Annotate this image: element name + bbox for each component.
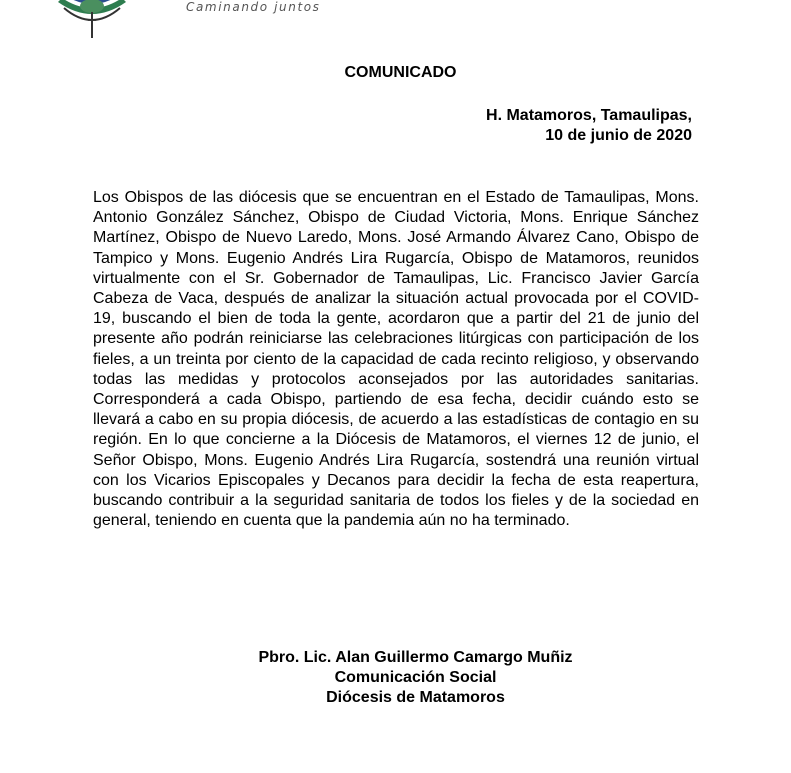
document-title-text: COMUNICADO [344, 64, 457, 81]
document-place: H. Matamoros, Tamaulipas, [486, 107, 692, 124]
signature-name: Pbro. Lic. Alan Guillermo Camargo Muñiz [258, 649, 573, 666]
date-block [486, 106, 692, 146]
diocese-logo-icon [52, 0, 132, 40]
signature-block [0, 648, 791, 708]
letterhead-tagline: Caminando juntos [186, 0, 321, 14]
document-date: 10 de junio de 2020 [545, 127, 692, 144]
letterhead [0, 0, 791, 40]
document-title [0, 64, 791, 82]
signature-org: Diócesis de Matamoros [326, 689, 505, 706]
signature-role: Comunicación Social [334, 669, 497, 686]
document-body: Los Obispos de las diócesis que se encuentran en el Estado de Tamaulipas, Mons. Antonio González Sánchez, Obispo de Ciudad Victoria, Mons. Enrique Sánchez Martínez, Obispo de Nuevo Laredo, Mons. José Armando Álvarez Cano, Obispo de Tampico y Mons. Eugenio Andrés Lira Rugarcía, Obispo de Matamoros, reunidos virtualmente con el Sr. Gobernador de Tamaulipas, Lic. Francisco Javier García Cabeza de Vaca, después de analizar la situación actual provocada por el COVID-19, buscando el bien de toda la gente, acordaron que a partir del 21 de junio del presente año podrán reiniciarse las celebraciones litúrgicas con participación de los fieles, a un treinta por ciento de la capacidad de cada recinto religioso, y observando todas las medidas y protocolos aconsejados por las autoridades sanitarias. Corresponderá a cada Obispo, partiendo de esa fecha, decidir cuándo esto se llevará a cabo en su propia diócesis, de acuerdo a las estadísticas de contagio en su región. En lo que concierne a la Diócesis de Matamoros, el viernes 12 de junio, el Señor Obispo, Mons. Eugenio Andrés Lira Rugarcía, sostendrá una reunión virtual con los Vicarios Episcopales y Decanos para decidir la fecha de esta reapertura, buscando contribuir a la seguridad sanitaria de todos los fieles y de la sociedad en general, teniendo en cuenta que la pandemia aún no ha terminado. [93, 189, 699, 530]
